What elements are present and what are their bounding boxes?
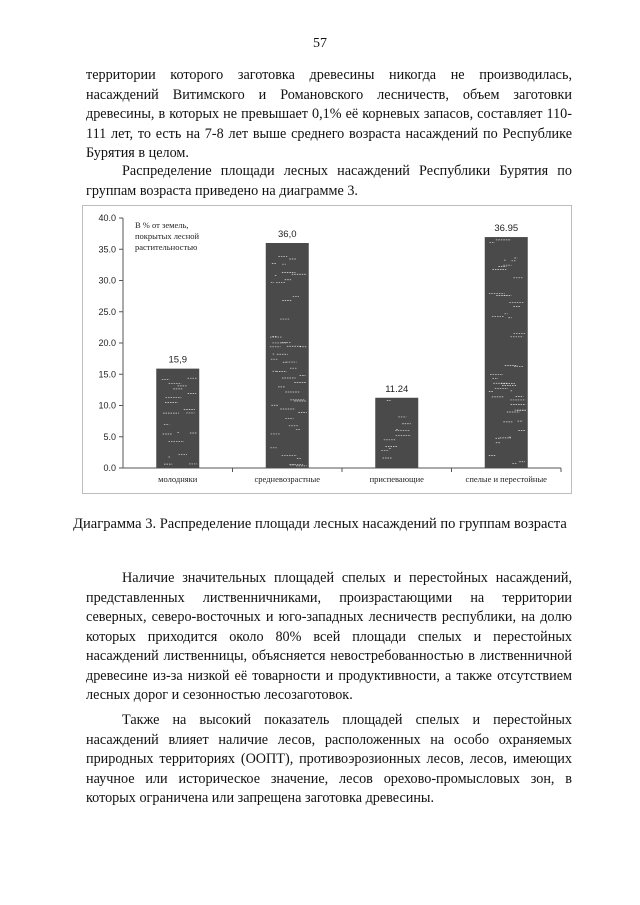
category-label: приспевающие	[369, 474, 424, 484]
bar	[375, 398, 418, 468]
y-tick-label: 35.0	[98, 244, 116, 255]
bar-group	[485, 237, 528, 468]
y-tick-label: 30.0	[98, 275, 116, 286]
chart-frame	[82, 205, 572, 494]
bar-value-label: 15,9	[168, 354, 187, 366]
bar-value-label: 36.95	[494, 223, 519, 235]
annotation-line-1: В % от земель,	[135, 220, 189, 230]
paragraph-1: территории которого заготовка древесины никогда не производилась, насаждений Витимского и Романовского лесничеств, объем заготовки древесины, в которых не превышает 0,1% её корневых запасов, составляет 110-111 лет, то есть на 7-8 лет выше среднего возраста насаждений по Республике Бурятия в целом.	[86, 67, 572, 161]
paragraph-4: Также на высокий показатель площадей спелых и перестойных насаждений влияет наличие лесов, расположенных на особо охраняемых природных территориях (ООПТ), противоэрозионных лесов, лесов, имеющих научное или историческое значение, лесов орехово-промысловых зон, в которых ограничена или запрещена заготовка древесины.	[86, 712, 572, 806]
age-distribution-chart	[83, 206, 571, 493]
chart-annotation	[135, 220, 199, 252]
annotation-line-3: растительностью	[135, 242, 198, 252]
y-tick-label: 0.0	[103, 463, 116, 473]
y-tick-label: 40.0	[98, 213, 116, 223]
bar-value-label: 11.24	[385, 383, 409, 395]
bar	[266, 243, 309, 468]
paragraph-2: Распределение площади лесных насаждений Республики Бурятия по группам возраста приведено на диаграмме 3.	[86, 163, 572, 199]
y-tick-label: 20.0	[98, 338, 116, 348]
y-tick-label: 5.0	[103, 431, 116, 442]
bar	[156, 369, 199, 468]
bar-group	[266, 243, 309, 468]
bar-value-label: 36,0	[278, 229, 297, 240]
category-label: средневозрастные	[254, 474, 320, 484]
figure-caption: Диаграмма 3. Распределение площади лесных насаждений по группам возраста	[73, 516, 567, 532]
y-tick-label: 25.0	[98, 306, 116, 317]
paragraph-3: Наличие значительных площадей спелых и перестойных насаждений, представленных лиственничниками, произрастающими на территории северных, северо-восточных и юго-западных лесничеств республики, на долю которых приходится около 80% всей площади спелых и перестойных насаждений лиственницы, объясняется невостребованностью в лиственничной древесине из-за низкой её товарности и продуктивности, а также отсутствием лесных дорог и сезонностью лесозаготовок.	[86, 570, 572, 703]
annotation-line-2: покрытых лесной	[135, 231, 200, 241]
y-tick-label: 15.0	[98, 369, 116, 380]
bar-group	[156, 369, 199, 468]
category-label: спелые и перестойные	[465, 474, 547, 484]
category-label: молодняки	[158, 474, 198, 484]
y-tick-label: 10.0	[98, 400, 116, 411]
page-number: 57	[313, 36, 327, 51]
bar	[485, 237, 528, 468]
bar-group	[375, 398, 418, 468]
